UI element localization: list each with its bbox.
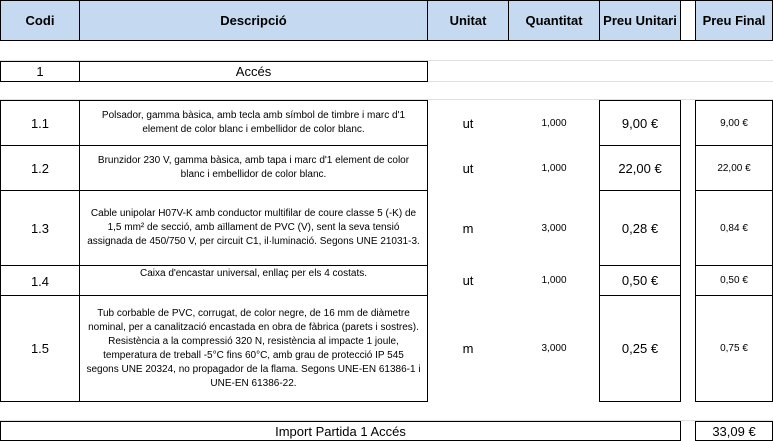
item-code: 1.3 <box>0 190 80 266</box>
spacer-row-2 <box>0 82 773 100</box>
item-description: Polsador, gamma bàsica, amb tecla amb símbol de timbre i marc d'1 element de color blanc i embellidor de color blanc. <box>79 100 428 146</box>
item-final-price: 22,00 € <box>695 145 773 191</box>
item-description: Caixa d'encastar universal, enllaç per els 4 costats. <box>79 265 428 296</box>
header-preu-unitari[interactable]: Preu Unitari <box>599 0 681 41</box>
header-quantitat[interactable]: Quantitat <box>508 0 600 41</box>
item-quantity: 1,000 <box>541 162 567 174</box>
item-unit-price: 9,00 € <box>599 100 681 146</box>
item-quantity: 1,000 <box>541 117 567 129</box>
item-quantity: 3,000 <box>541 343 567 354</box>
header-preu-final[interactable]: Preu Final <box>695 0 773 41</box>
item-final-price: 0,75 € <box>695 295 773 402</box>
item-description: Brunzidor 230 V, gamma bàsica, amb tapa i marc d'1 element de color blanc i embellidor de color blanc. <box>79 145 428 191</box>
item-unit-price: 0,50 € <box>599 265 681 296</box>
total-label: Import Partida 1 Accés <box>0 421 681 441</box>
item-quantity: 1,000 <box>541 275 567 286</box>
item-code: 1.1 <box>0 100 80 146</box>
item-unit: ut <box>462 160 474 176</box>
header-unitat[interactable]: Unitat <box>427 0 509 41</box>
spacer-row <box>0 41 773 61</box>
item-quantity: 3,000 <box>541 222 567 234</box>
item-unit: ut <box>462 273 474 288</box>
header-codi[interactable]: Codi <box>0 0 80 41</box>
item-final-price: 0,50 € <box>695 265 773 296</box>
item-code: 1.4 <box>0 265 80 296</box>
section-row-rest <box>428 61 773 82</box>
item-unit: ut <box>462 115 474 131</box>
header-gap <box>681 0 695 41</box>
item-description: Cable unipolar H07V-K amb conductor multifilar de coure classe 5 (-K) de 1,5 mm² de secció, amb aïllament de PVC (V), sent la seva tensió assignada de 450/750 V, per circuit C1, il·luminació. Segons UNE 21031-3. <box>79 190 428 266</box>
item-unit-price: 22,00 € <box>599 145 681 191</box>
item-unit: m <box>462 341 474 356</box>
total-value: 33,09 € <box>695 421 773 441</box>
section-title: Accés <box>79 61 428 82</box>
spacer-row-3 <box>0 401 773 421</box>
item-unit-price: 0,25 € <box>599 295 681 402</box>
item-final-price: 0,84 € <box>695 190 773 266</box>
item-description: Tub corbable de PVC, corrugat, de color negre, de 16 mm de diàmetre nominal, per a canalització encastada en obra de fàbrica (parets i sostres). Resistència a la compressió 320 N, resistència al impacte 1 joule, temperatura de treball -5°C fins 60°C, amb grau de protecció IP 545 segons UNE 20324, no propagador de la flama. Segons UNE-EN 61386-1 i UNE-EN 61386-22. <box>79 295 428 402</box>
item-code: 1.2 <box>0 145 80 191</box>
item-code: 1.5 <box>0 295 80 402</box>
header-descripcio[interactable]: Descripció <box>79 0 428 41</box>
item-unit: m <box>462 220 474 236</box>
section-code: 1 <box>0 61 80 82</box>
item-unit-price: 0,28 € <box>599 190 681 266</box>
item-final-price: 9,00 € <box>695 100 773 146</box>
